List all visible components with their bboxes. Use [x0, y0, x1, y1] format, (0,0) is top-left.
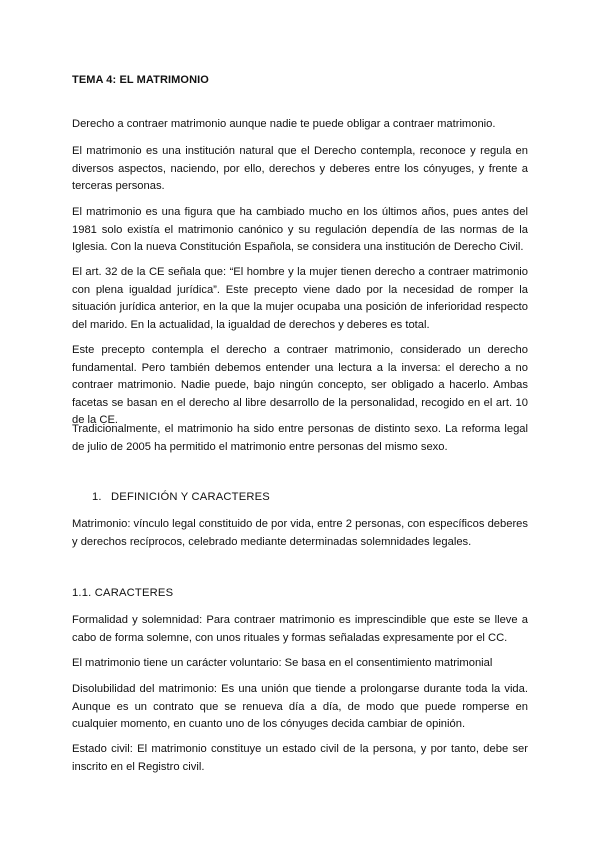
caracteres-voluntario: El matrimonio tiene un carácter voluntario: Se basa en el consentimiento matrimonial	[72, 657, 493, 669]
definition-paragraph: Matrimonio: vínculo legal constituido de por vida, entre 2 personas, con específicos deberes y derechos recíprocos, celebrado mediante determinadas solemnidades legales.	[72, 518, 528, 548]
intro-paragraph-4: El art. 32 de la CE señala que: “El hombre y la mujer tienen derecho a contraer matrimonio con plena igualdad jurídica”. Este precepto viene dado por la necesidad de romper la situación jurídica anterior, en la que la mujer ocupaba una posición de inferioridad respecto del marido. En la actualidad, la igualdad de derechos y deberes es total.	[72, 266, 528, 331]
caracteres-disolubilidad: Disolubilidad del matrimonio: Es una unión que tiende a prolongarse durante toda la vida. Aunque es un contrato que se renueva día a día, de modo que puede romperse en cualquier momento, en cuanto uno de los cónyuges decida cambiar de opinión.	[72, 683, 528, 730]
intro-paragraph-6: Tradicionalmente, el matrimonio ha sido entre personas de distinto sexo. La reforma legal de julio de 2005 ha permitido el matrimonio entre personas del mismo sexo.	[72, 423, 528, 453]
intro-paragraph-2: El matrimonio es una institución natural que el Derecho contempla, reconoce y regula en diversos aspectos, naciendo, por ello, derechos y deberes entre los cónyuges, y frente a terceras personas.	[72, 145, 528, 192]
caracteres-formalidad: Formalidad y solemnidad: Para contraer matrimonio es imprescindible que este se lleve a cabo de forma solemne, con unos rituales y formas señaladas expresamente por el CC.	[72, 614, 528, 644]
section-number: 1.	[92, 491, 102, 503]
intro-paragraph-1: Derecho a contraer matrimonio aunque nadie te puede obligar a contraer matrimonio.	[72, 118, 496, 130]
subsection-heading-caracteres: 1.1. CARACTERES	[72, 587, 174, 599]
section-heading-definicion	[72, 489, 528, 507]
section-heading-text: DEFINICIÓN Y CARACTERES	[111, 491, 270, 503]
intro-paragraph-5: Este precepto contempla el derecho a contraer matrimonio, considerado un derecho fundamental. Pero también debemos entender una lectura a la inversa: el derecho a no contraer matrimonio. Nadie puede, bajo ningún concepto, ser obligado a hacerlo. Ambas facetas se basan en el derecho al libre desarrollo de la personalidad, recogido en el art. 10 de la CE.	[72, 344, 528, 426]
caracteres-estado-civil: Estado civil: El matrimonio constituye un estado civil de la persona, y por tanto, debe ser inscrito en el Registro civil.	[72, 743, 528, 773]
document-title: TEMA 4: EL MATRIMONIO	[72, 74, 209, 86]
intro-paragraph-3: El matrimonio es una figura que ha cambiado mucho en los últimos años, pues antes del 1981 solo existía el matrimonio canónico y su regulación dependía de las normas de la Iglesia. Con la nueva Constitución Española, se considera una institución de Derecho Civil.	[72, 206, 528, 253]
